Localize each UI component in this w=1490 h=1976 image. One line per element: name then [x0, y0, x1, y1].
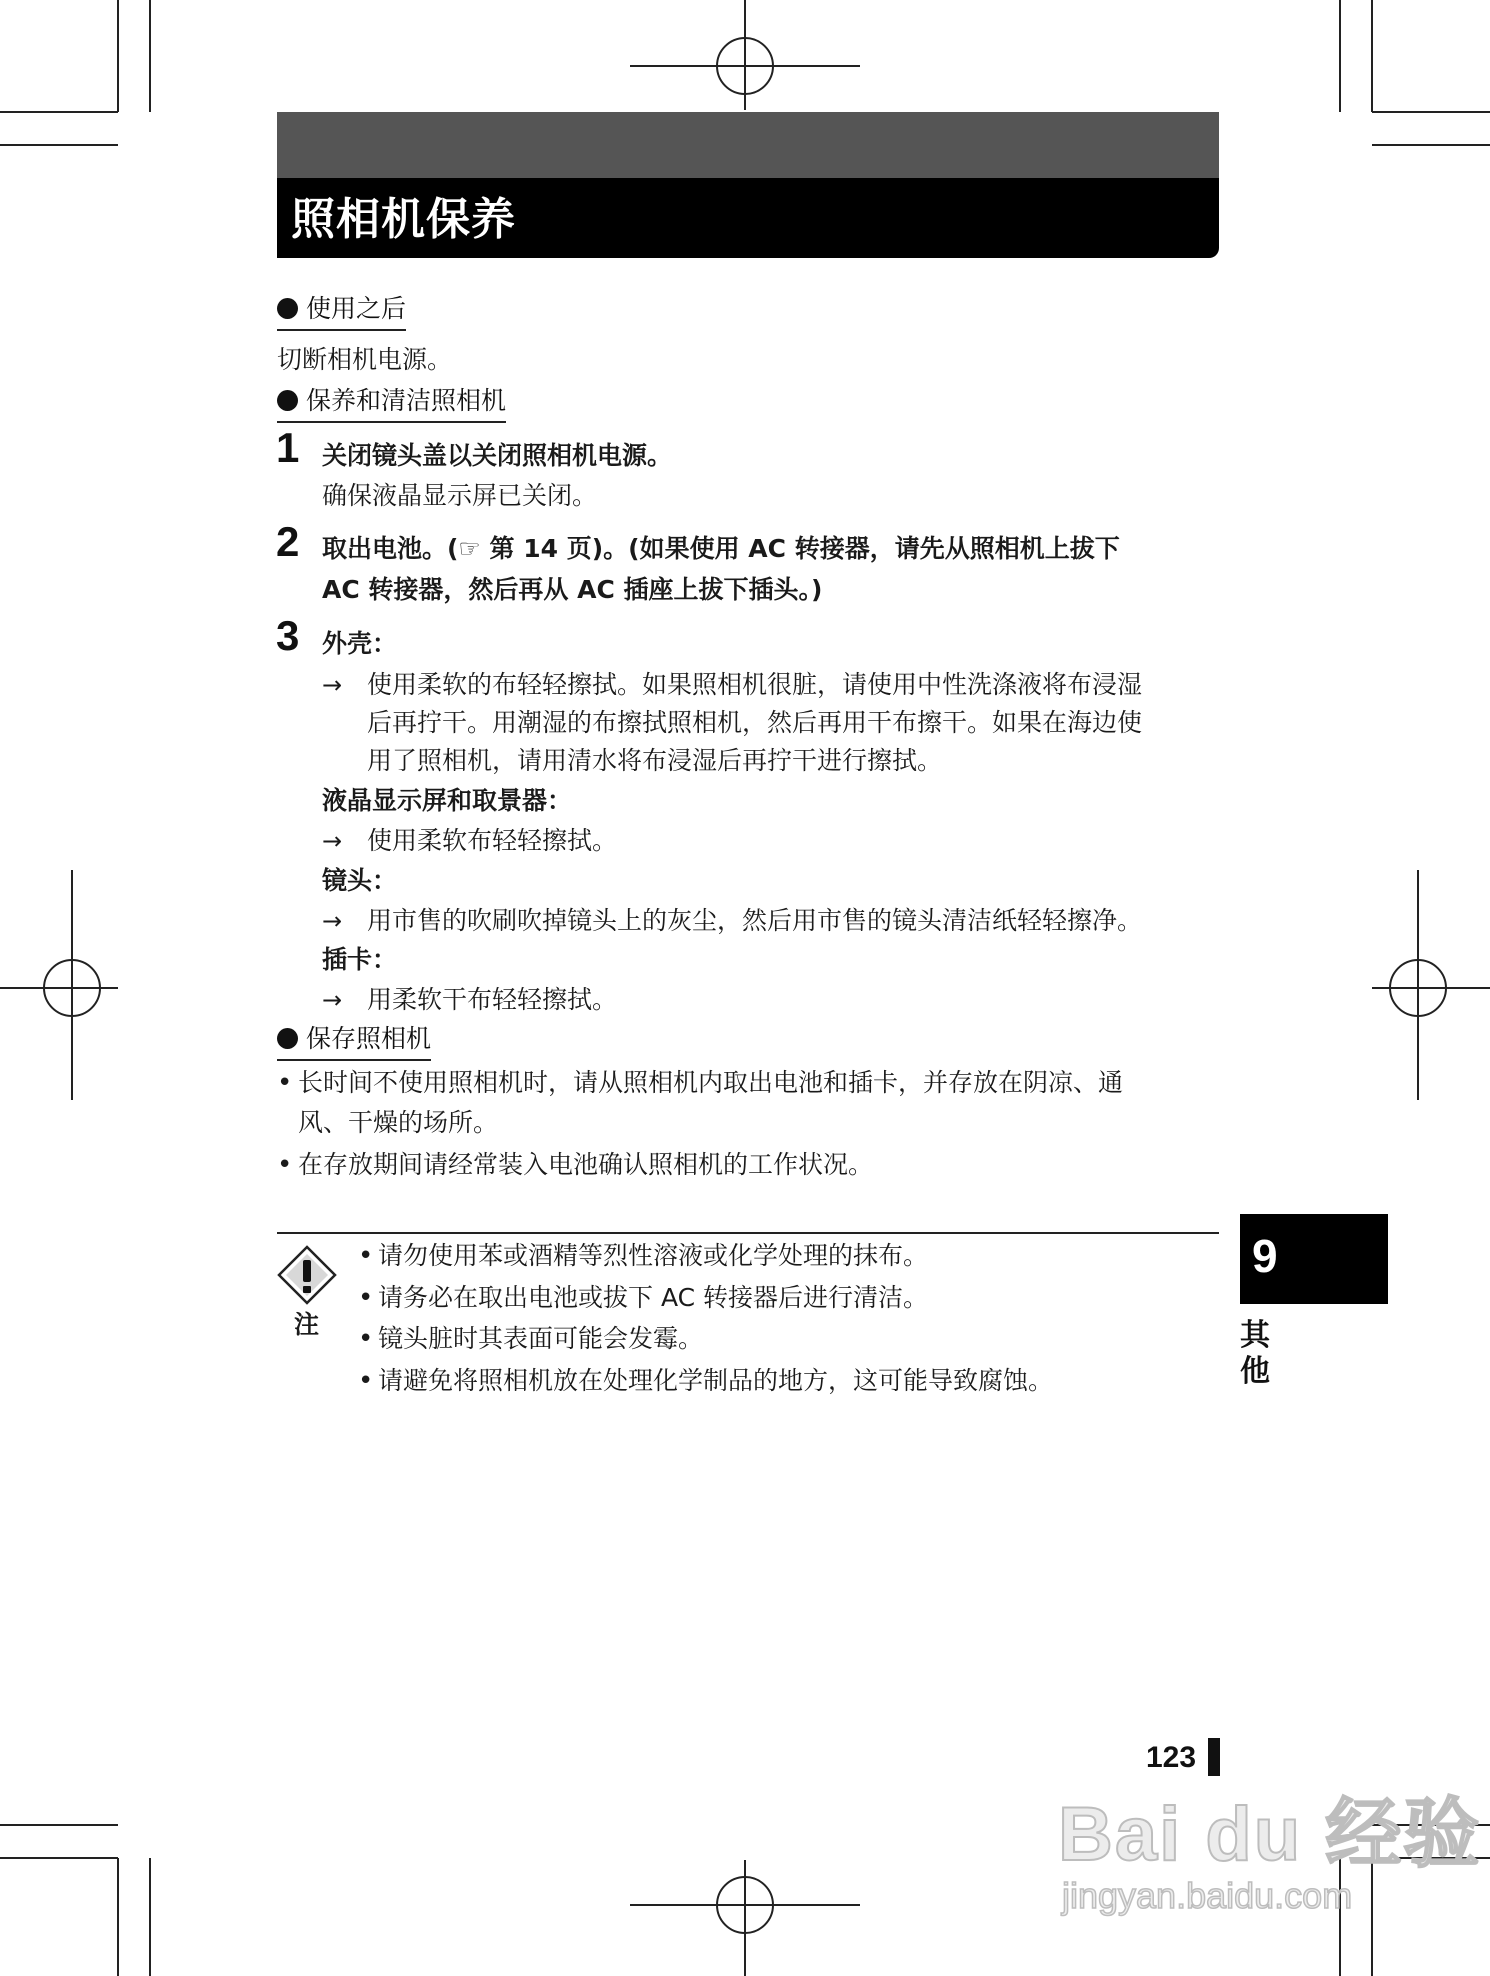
body-line: 后再拧干。用潮湿的布擦拭照相机，然后再用干布擦干。如果在海边使: [367, 708, 1143, 737]
warning-diamond-icon: [276, 1244, 338, 1308]
bullet-symbol: •: [358, 1241, 374, 1271]
storage-line: 在存放期间请经常装入电池确认照相机的工作状况。: [298, 1150, 874, 1179]
step-number: 1: [276, 424, 300, 471]
bullet-dot-icon: [277, 1028, 298, 1049]
step-number: 2: [276, 518, 300, 565]
chapter-label: 其他: [1240, 1318, 1270, 1389]
body-line: 用了照相机，请用清水将布浸湿后再拧干进行擦拭。: [367, 746, 943, 775]
sub-label: 插卡：: [322, 945, 398, 974]
step-title-line: AC 转接器，然后再从 AC 插座上拔下插头。): [322, 575, 823, 604]
chapter-number: 9: [1252, 1230, 1278, 1282]
arrow-right-icon: →: [322, 827, 343, 855]
step-detail: 确保液晶显示屏已关闭。: [322, 481, 598, 510]
note-item: 请务必在取出电池或拔下 AC 转接器后进行清洁。: [378, 1283, 929, 1312]
title-bar: [277, 112, 1219, 258]
bullet-symbol: •: [358, 1324, 374, 1354]
sub-text: 用市售的吹刷吹掉镜头上的灰尘，然后用市售的镜头清洁纸轻轻擦净。: [367, 906, 1143, 935]
note-label: 注: [294, 1310, 320, 1339]
bullet-symbol: •: [277, 1068, 293, 1098]
note-item: 镜头脏时其表面可能会发霉。: [378, 1324, 704, 1353]
watermark-url: jingyan.baidu.com: [1062, 1875, 1353, 1916]
page-number: 123: [1146, 1741, 1197, 1774]
watermark-brand: Bai du 经验: [1058, 1792, 1482, 1877]
after-use-text: 切断相机电源。: [277, 345, 453, 374]
note-item: 请勿使用苯或酒精等烈性溶液或化学处理的抹布。: [378, 1241, 929, 1270]
step-title: 关闭镜头盖以关闭照相机电源。: [322, 441, 673, 470]
title-band: [277, 112, 1219, 178]
sub-label: 液晶显示屏和取景器：: [322, 786, 573, 815]
watermark: [1058, 1790, 1482, 1920]
section-heading-after-use: [277, 292, 406, 331]
section-heading-care: [277, 384, 506, 423]
step-title-line: 取出电池。(☞ 第 14 页)。(如果使用 AC 转接器，请先从照相机上拔下: [322, 534, 1120, 563]
storage-line: 风、干燥的场所。: [298, 1108, 499, 1137]
arrow-right-icon: →: [322, 671, 343, 699]
step-number: 3: [276, 612, 300, 659]
bullet-dot-icon: [277, 298, 298, 319]
bullet-symbol: •: [358, 1283, 374, 1313]
note-item: 请避免将照相机放在处理化学制品的地方，这可能导致腐蚀。: [378, 1366, 1054, 1395]
arrow-right-icon: →: [322, 907, 343, 935]
section-heading-text: 保养和清洁照相机: [306, 386, 507, 415]
sub-text: 用柔软干布轻轻擦拭。: [367, 985, 618, 1014]
section-heading-text: 保存照相机: [306, 1024, 432, 1053]
bullet-dot-icon: [277, 390, 298, 411]
bullet-symbol: •: [277, 1150, 293, 1180]
page-title: 照相机保养: [291, 194, 516, 245]
bullet-symbol: •: [358, 1366, 374, 1396]
step-title: 外壳：: [322, 629, 398, 658]
section-heading-text: 使用之后: [306, 294, 407, 323]
body-line: 使用柔软的布轻轻擦拭。如果照相机很脏，请使用中性洗涤液将布浸湿: [367, 670, 1143, 699]
sub-text: 使用柔软布轻轻擦拭。: [367, 826, 618, 855]
chapter-tab: [1240, 1214, 1388, 1304]
storage-line: 长时间不使用照相机时，请从照相机内取出电池和插卡，并存放在阴凉、通: [298, 1068, 1124, 1097]
sub-label: 镜头：: [322, 866, 398, 895]
page-marker: [1208, 1738, 1220, 1776]
section-heading-storage: [277, 1022, 431, 1061]
arrow-right-icon: →: [322, 986, 343, 1014]
note-divider: [277, 1232, 1219, 1234]
